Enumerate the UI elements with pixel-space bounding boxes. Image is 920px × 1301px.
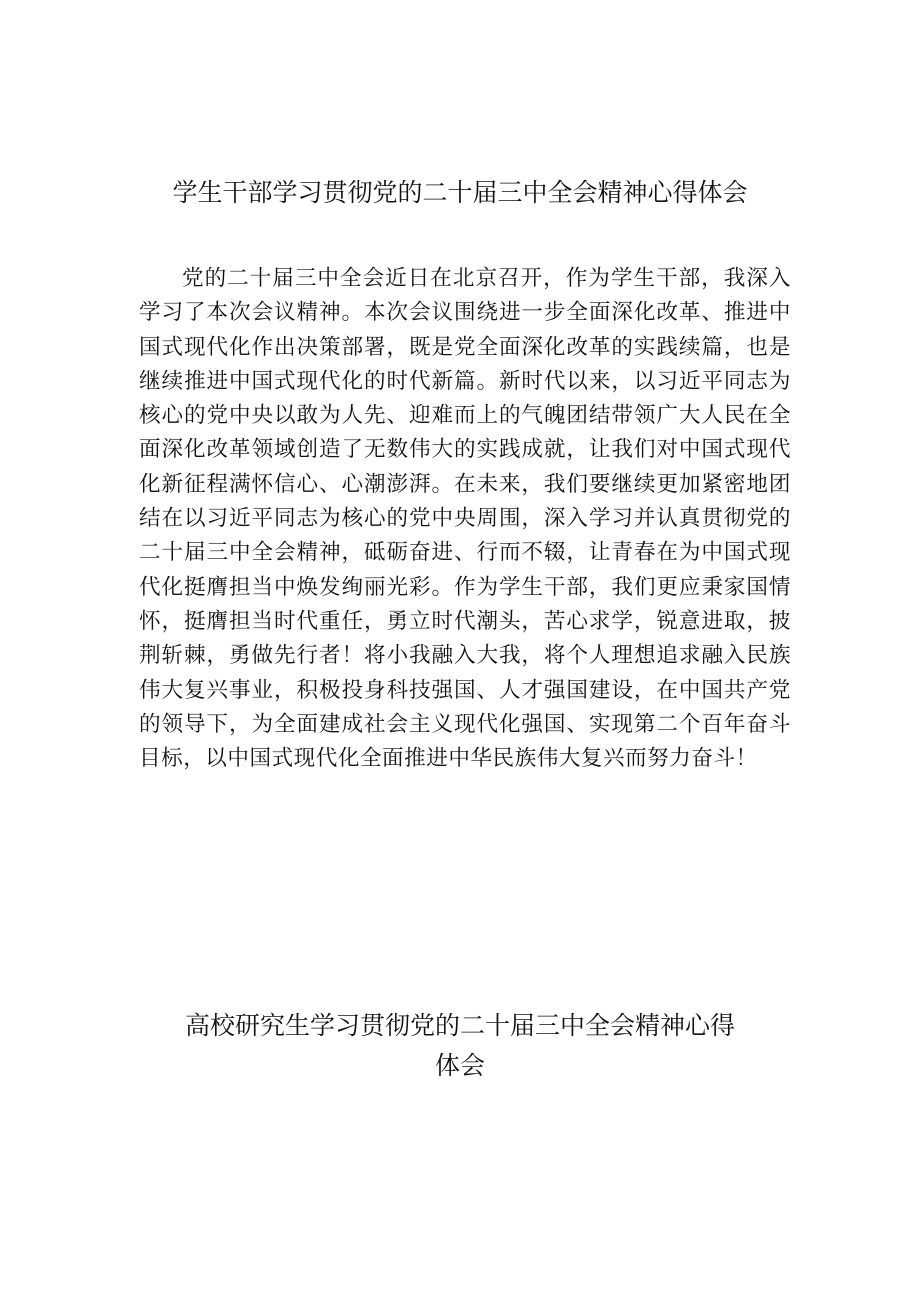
section-2-title: 高校研究生学习贯彻党的二十届三中全会精神心得体会	[184, 1011, 735, 1080]
section-1-paragraph: 党的二十届三中全会近日在北京召开，作为学生干部，我深入学习了本次会议精神。本次会议围绕进一步全面深化改革、推进中国式现代化作出决策部署，既是党全面深化改革的实践续篇，也是继续推进中国式现代化的时代新篇。新时代以来，以习近平同志为核心的党中央以敢为人先、迎难而上的气魄团结带领广大人民在全面深化改革领域创造了无数伟大的实践成就，让我们对中国式现代化新征程满怀信心、心潮澎湃。在未来，我们要继续更加紧密地团结在以习近平同志为核心的党中央周围，深入学习并认真贯彻党的二十届三中全会精神，砥砺奋进、行而不辍，让青春在为中国式现代化挺膺担当中焕发绚丽光彩。作为学生干部，我们更应秉家国情怀，挺膺担当时代重任，勇立时代潮头，苦心求学，锐意进取，披荆斩棘，勇做先行者！将小我融入大我，将个人理想追求融入民族伟大复兴事业，积极投身科技强国、人才强国建设，在中国共产党的领导下，为全面建成社会主义现代化强国、实现第二个百年奋斗目标，以中国式现代化全面推进中华民族伟大复兴而努力奋斗！	[139, 266, 791, 772]
section-1-title: 学生干部学习贯彻党的二十届三中全会精神心得体会	[172, 178, 748, 207]
